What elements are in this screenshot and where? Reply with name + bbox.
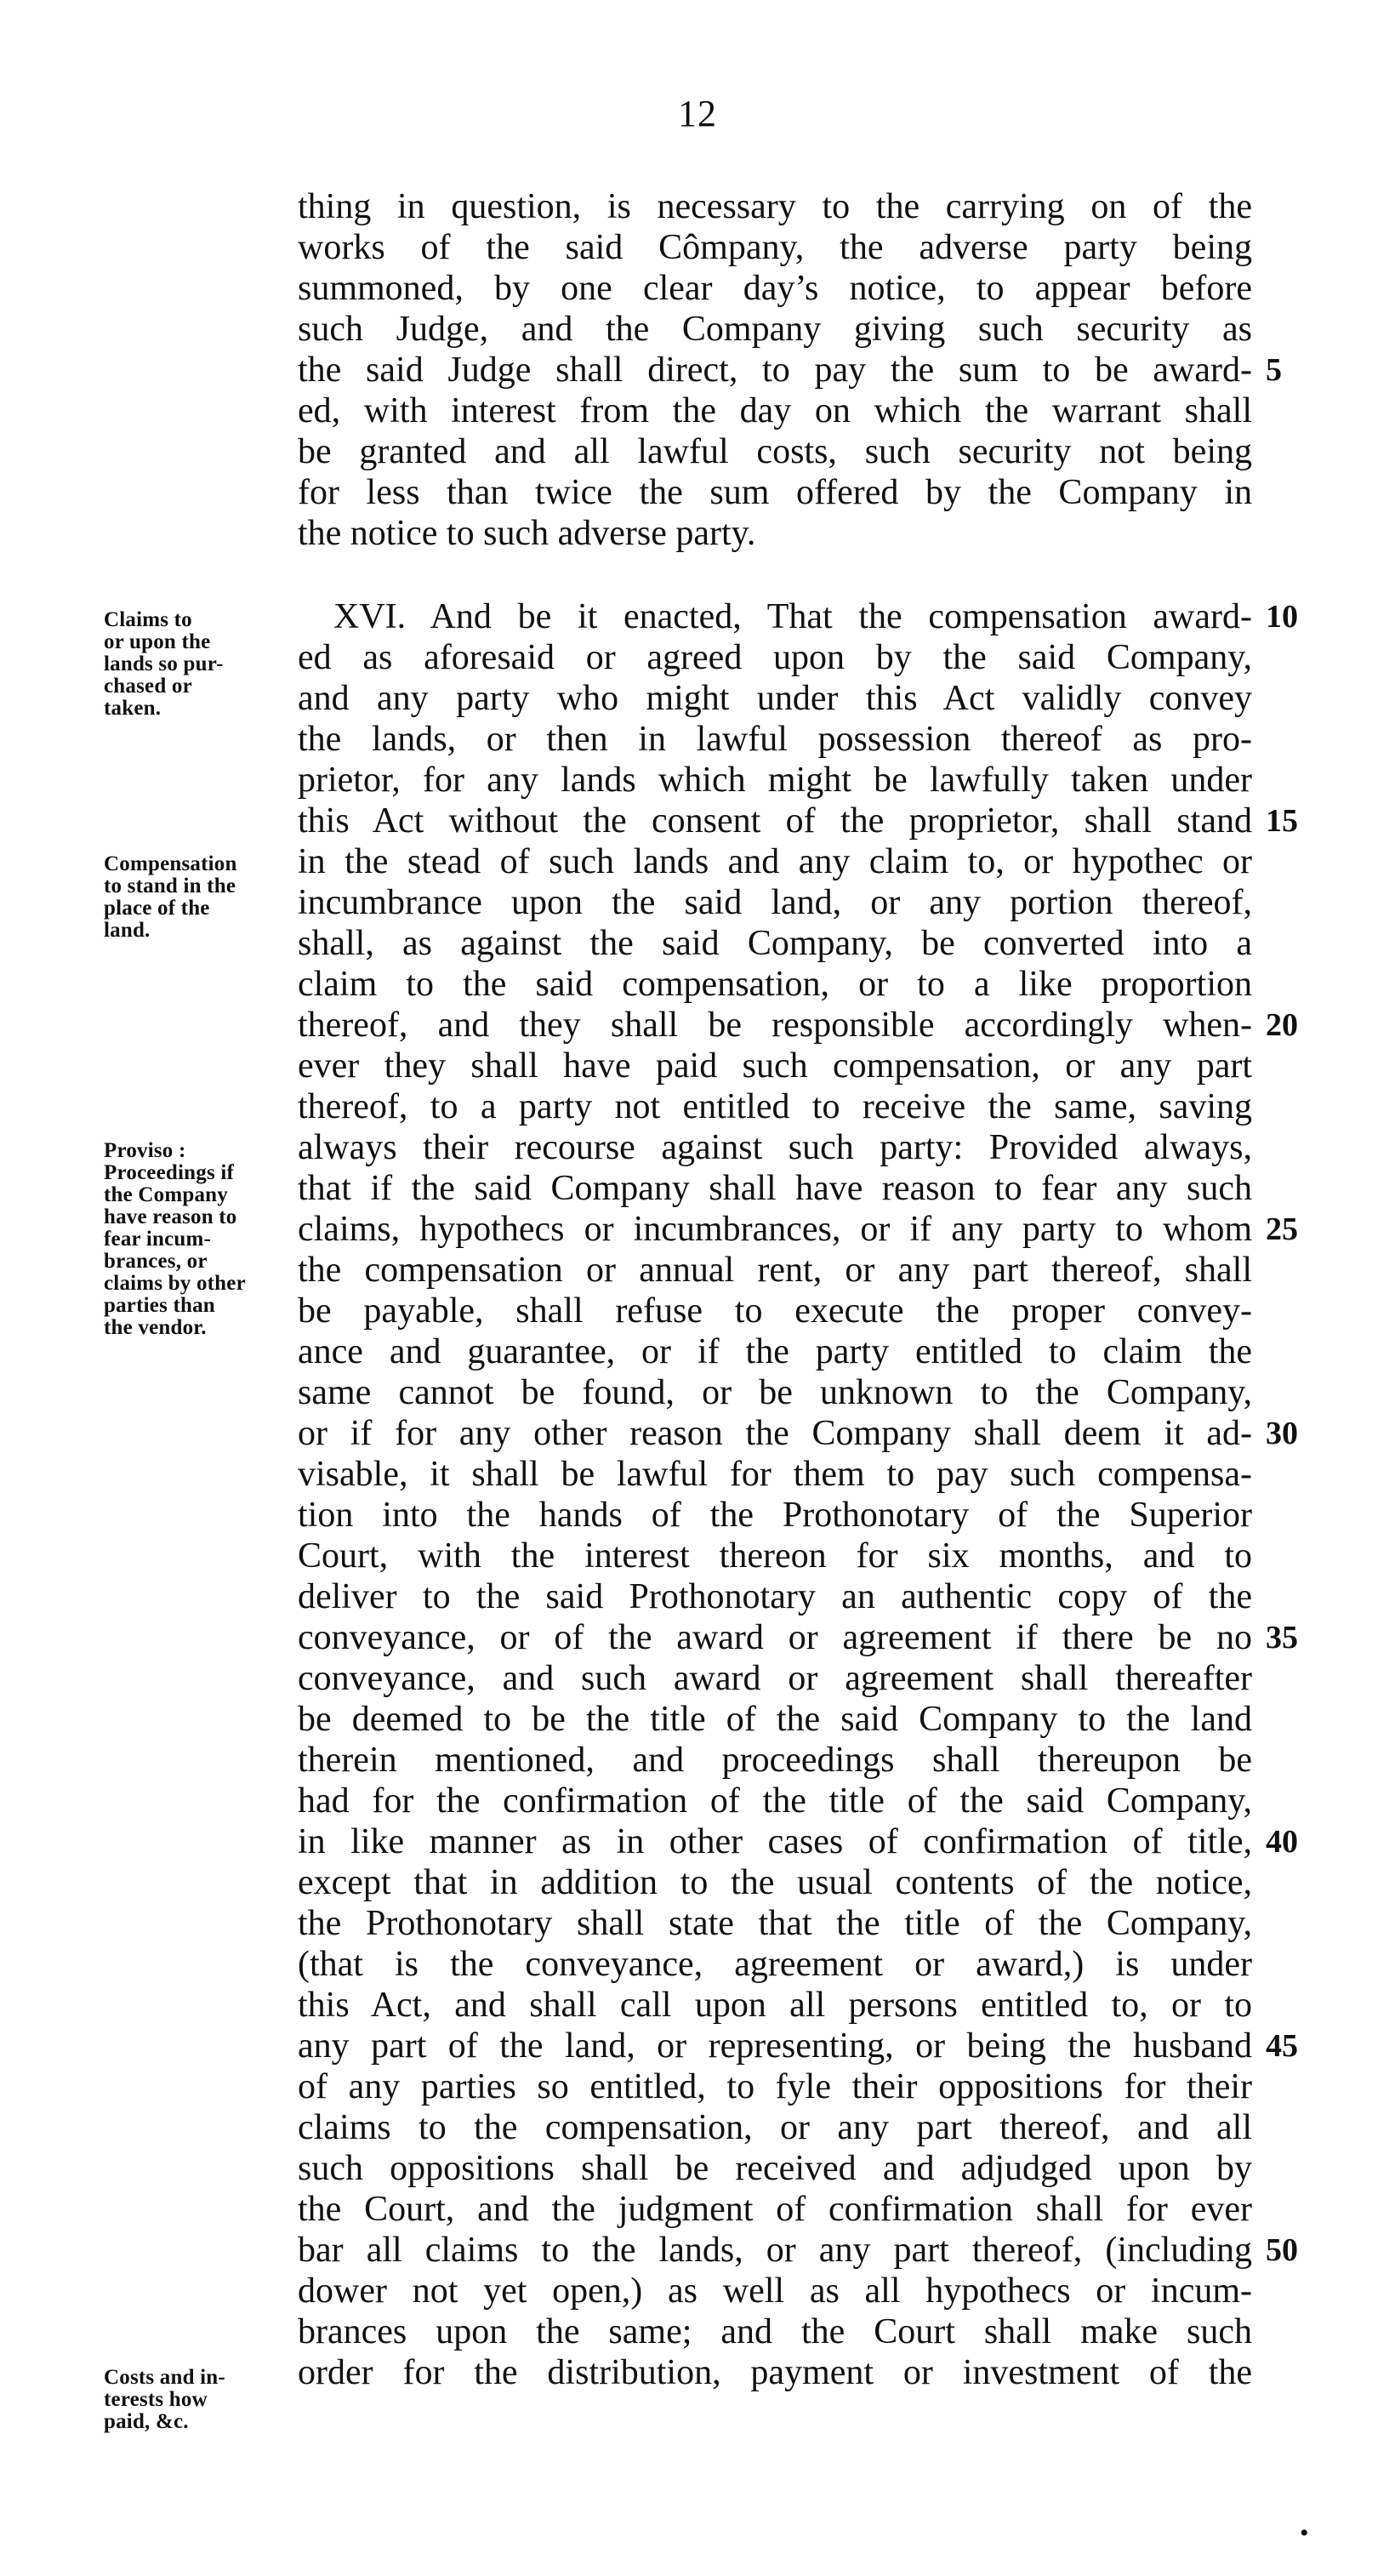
- text-line: brances upon the same; and the Court shall make such: [298, 2312, 1252, 2351]
- text-line: thereof, to a party not entitled to receive the same, saving: [298, 1087, 1252, 1126]
- page-number: 12: [678, 93, 717, 134]
- text-line: had for the confirmation of the title of the said Company,: [298, 1781, 1252, 1821]
- text-line: works of the said Cômpany, the adverse party being: [298, 228, 1252, 267]
- text-line: same cannot be found, or be unknown to the Company,: [298, 1373, 1252, 1412]
- text-line: be payable, shall refuse to execute the proper convey-: [298, 1291, 1252, 1331]
- text-line: shall, as against the said Company, be converted into a: [298, 924, 1252, 963]
- line-number: 40: [1266, 1824, 1298, 1860]
- margin-note-line: have reason to: [104, 1205, 237, 1228]
- text-line: tion into the hands of the Prothonotary of the Superior: [298, 1496, 1252, 1535]
- text-line: the Court, and the judgment of confirmation shall for ever: [298, 2190, 1252, 2229]
- text-line: Court, with the interest thereon for six months, and to: [298, 1536, 1252, 1576]
- margin-note-line: the Company: [104, 1183, 228, 1206]
- text-line: any part of the land, or representing, or being the husband: [298, 2026, 1252, 2066]
- text-line: for less than twice the sum offered by the Company in: [298, 473, 1252, 512]
- text-line: incumbrance upon the said land, or any portion thereof,: [298, 883, 1252, 922]
- text-line: conveyance, and such award or agreement shall thereafter: [298, 1659, 1252, 1698]
- text-line: ed, with interest from the day on which the warrant shall: [298, 391, 1252, 430]
- margin-note-line: Proceedings if: [104, 1161, 235, 1184]
- margin-note-line: place of the: [104, 897, 210, 920]
- text-line: the Prothonotary shall state that the title of the Company,: [298, 1904, 1252, 1943]
- text-line: (that is the conveyance, agreement or award,) is under: [298, 1945, 1252, 1984]
- text-line: such oppositions shall be received and adjudged upon by: [298, 2149, 1252, 2188]
- margin-note-line: paid, &c.: [104, 2410, 189, 2433]
- margin-note-line: taken.: [104, 697, 162, 720]
- text-line: except that in addition to the usual contents of the notice,: [298, 1863, 1252, 1902]
- text-line: thing in question, is necessary to the carrying on of the: [298, 187, 1252, 226]
- margin-note-line: Compensation: [104, 852, 237, 875]
- text-line: claims, hypothecs or incumbrances, or if any party to whom: [298, 1210, 1252, 1249]
- text-line: that if the said Company shall have reason to fear any such: [298, 1169, 1252, 1208]
- text-line: always their recourse against such party: Provided always,: [298, 1128, 1252, 1167]
- line-number: 45: [1266, 2028, 1298, 2064]
- margin-note-line: brances, or: [104, 1250, 208, 1273]
- line-number: 25: [1266, 1211, 1298, 1247]
- margin-note-claims: [104, 609, 298, 720]
- text-line: in like manner as in other cases of confirmation of title,: [298, 1822, 1252, 1861]
- text-line: the compensation or annual rent, or any part thereof, shall: [298, 1251, 1252, 1290]
- line-number: 15: [1266, 803, 1298, 839]
- text-line: prietor, for any lands which might be lawfully taken under: [298, 761, 1252, 800]
- text-line: claims to the compensation, or any part thereof, and all: [298, 2108, 1252, 2147]
- text-line: therein mentioned, and proceedings shall thereupon be: [298, 1741, 1252, 1780]
- text-line: be granted and all lawful costs, such security not being: [298, 432, 1252, 471]
- text-line: thereof, and they shall be responsible accordingly when-: [298, 1006, 1252, 1045]
- text-line: order for the distribution, payment or investment of the: [298, 2353, 1252, 2392]
- margin-note-compensation: [104, 853, 298, 942]
- margin-note-line: the vendor.: [104, 1316, 207, 1339]
- text-line: or if for any other reason the Company shall deem it ad-: [298, 1414, 1252, 1453]
- line-number: 50: [1266, 2232, 1298, 2268]
- text-line: the notice to such adverse party.: [298, 514, 756, 553]
- margin-note-line: terests how: [104, 2388, 208, 2411]
- margin-note-proviso: [104, 1140, 298, 1339]
- margin-note-line: chased or: [104, 675, 192, 698]
- text-line: ever they shall have paid such compensation, or any part: [298, 1046, 1252, 1086]
- text-line: ance and guarantee, or if the party entitled to claim the: [298, 1332, 1252, 1371]
- text-line: the lands, or then in lawful possession thereof as pro-: [298, 720, 1252, 759]
- text-line: such Judge, and the Company giving such security as: [298, 310, 1252, 349]
- line-number: 10: [1266, 599, 1298, 635]
- margin-note-line: fear incum-: [104, 1228, 212, 1251]
- trailing-mark: •: [1300, 2519, 1309, 2547]
- margin-note-line: or upon the: [104, 630, 211, 653]
- margin-note-line: land.: [104, 919, 151, 942]
- text-line: claim to the said compensation, or to a like proportion: [298, 965, 1252, 1004]
- margin-note-line: Proviso :: [104, 1139, 186, 1162]
- margin-note-line: parties than: [104, 1294, 215, 1317]
- margin-note-line: lands so pur-: [104, 653, 224, 675]
- text-line: dower not yet open,) as well as all hypothecs or incum-: [298, 2271, 1252, 2311]
- text-line: the said Judge shall direct, to pay the sum to be award-: [298, 350, 1252, 390]
- text-line: be deemed to be the title of the said Company to the land: [298, 1700, 1252, 1739]
- text-line: conveyance, or of the award or agreement if there be no: [298, 1618, 1252, 1657]
- margin-note-line: Costs and in-: [104, 2366, 225, 2389]
- text-line: in the stead of such lands and any claim to, or hypothec or: [298, 842, 1252, 881]
- text-line: this Act without the consent of the proprietor, shall stand: [298, 801, 1252, 841]
- text-line: deliver to the said Prothonotary an authentic copy of the: [298, 1577, 1252, 1616]
- margin-note-line: Claims to: [104, 608, 192, 631]
- text-line: of any parties so entitled, to fyle their oppositions for their: [298, 2067, 1252, 2106]
- margin-note-costs: [104, 2367, 298, 2433]
- line-number: 30: [1266, 1416, 1298, 1451]
- margin-note-line: to stand in the: [104, 875, 236, 898]
- text-line: and any party who might under this Act validly convey: [298, 679, 1252, 718]
- text-line: this Act, and shall call upon all persons entitled to, or to: [298, 1986, 1252, 2025]
- text-line: summoned, by one clear day’s notice, to appear before: [298, 269, 1252, 308]
- line-number: 5: [1266, 352, 1282, 388]
- line-number: 35: [1266, 1620, 1298, 1656]
- text-line: bar all claims to the lands, or any part thereof, (including: [298, 2231, 1252, 2270]
- text-line: visable, it shall be lawful for them to pay such compensa-: [298, 1455, 1252, 1494]
- section-heading-line: XVI. And be it enacted, That the compensation award-: [333, 597, 1252, 636]
- text-line: ed as aforesaid or agreed upon by the said Company,: [298, 638, 1252, 677]
- line-number: 20: [1266, 1007, 1298, 1043]
- margin-note-line: claims by other: [104, 1272, 246, 1295]
